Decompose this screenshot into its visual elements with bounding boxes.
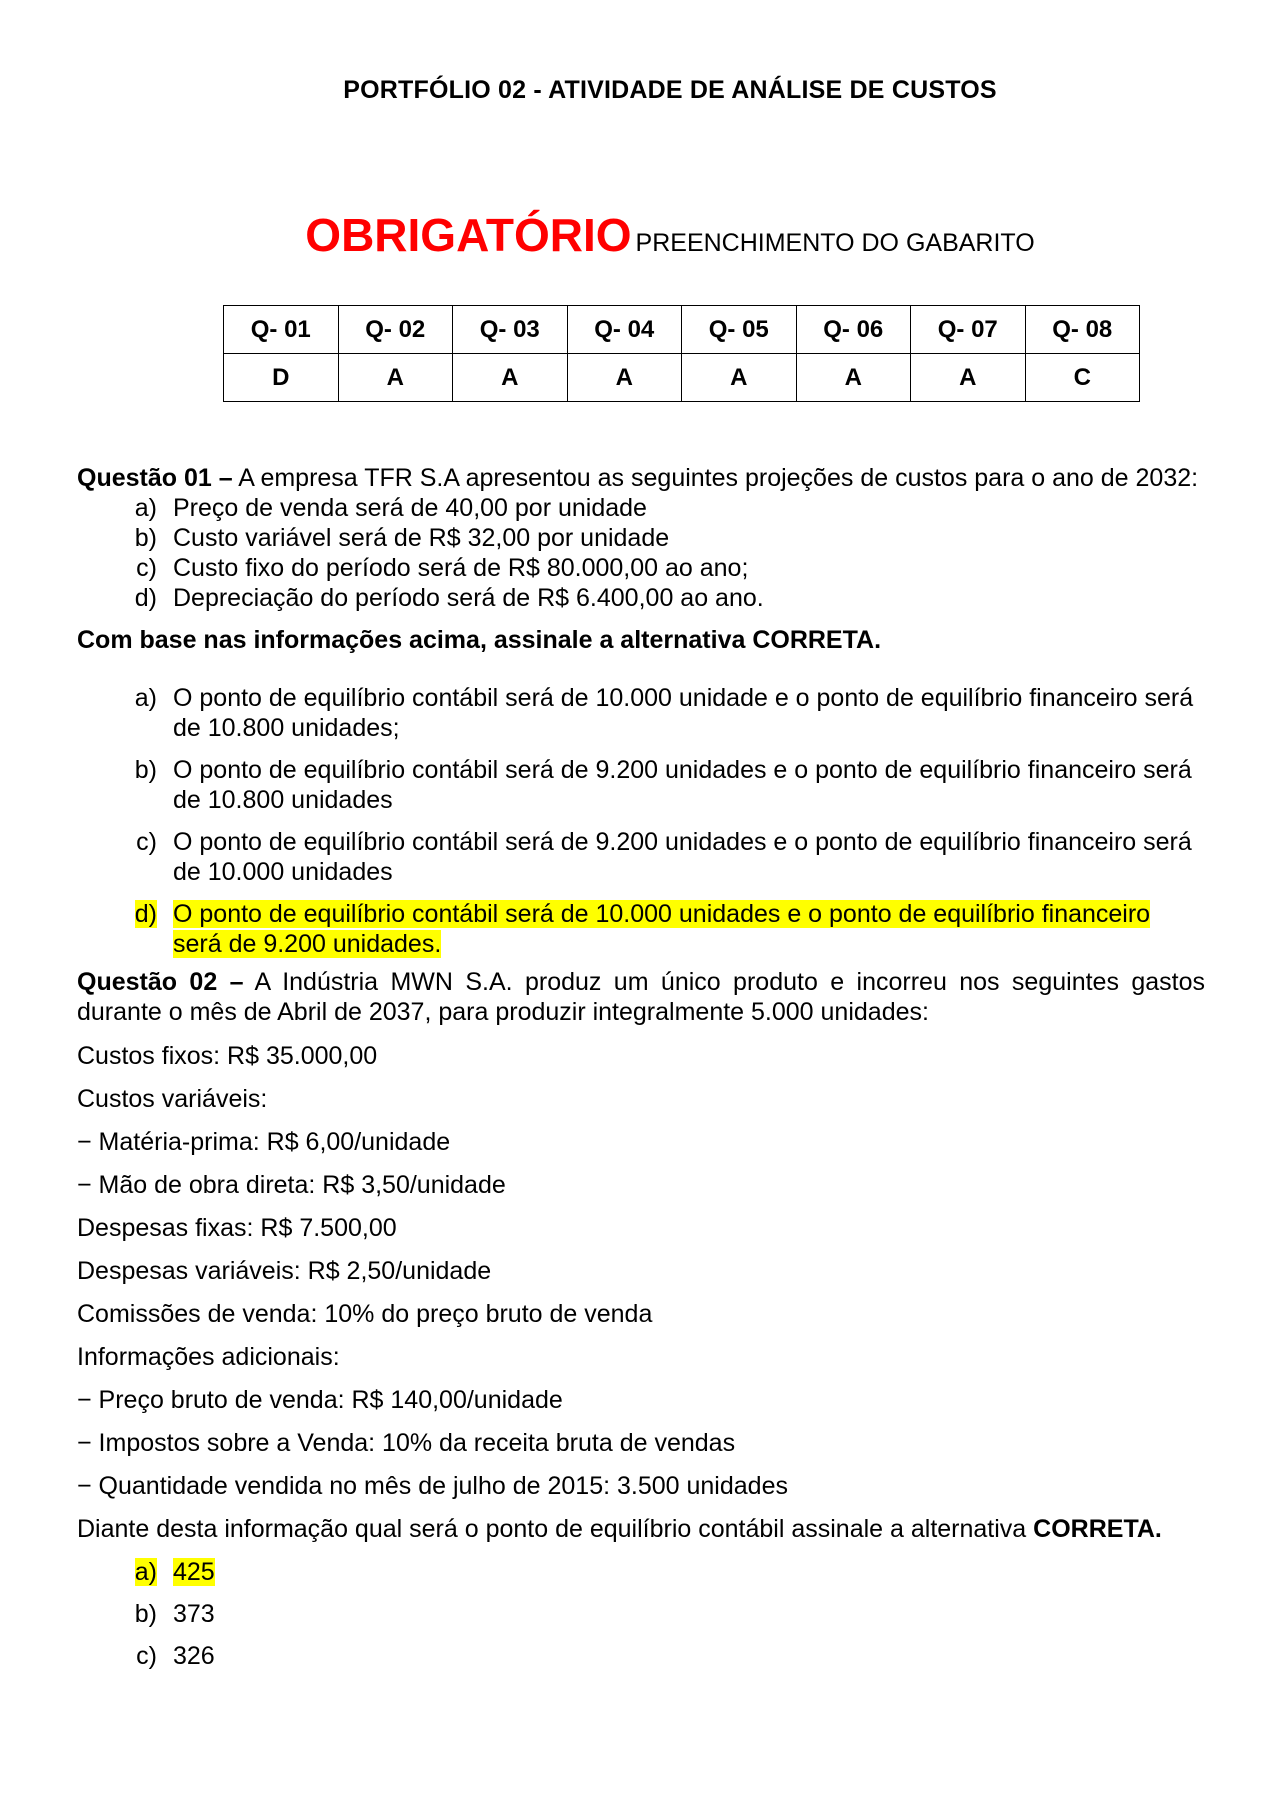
answer-key-cell[interactable]: A [453, 354, 568, 402]
question-2-options [119, 1557, 1205, 1671]
answer-key-header: Q- 04 [567, 306, 682, 354]
option-marker: a) [134, 1558, 157, 1586]
option-text: 326 [173, 1642, 215, 1670]
answer-key-answer-row [224, 354, 1140, 402]
list-text: Depreciação do período será de R$ 6.400,00 ao ano. [173, 584, 764, 612]
data-line: Despesas variáveis: R$ 2,50/unidade [77, 1257, 492, 1285]
option-marker: d) [134, 900, 157, 928]
answer-key-header-row [224, 306, 1140, 354]
answer-key-header: Q- 02 [338, 306, 453, 354]
list-item [119, 493, 1205, 523]
list-item [119, 553, 1205, 583]
answer-key-cell[interactable]: D [224, 354, 339, 402]
data-line: − Matéria-prima: R$ 6,00/unidade [77, 1128, 451, 1156]
answer-key-header: Q- 08 [1025, 306, 1140, 354]
option-a[interactable] [119, 683, 1205, 743]
prompt-text: Diante desta informação qual será o ponto de equilíbrio contábil assinale a alternativa [77, 1515, 1034, 1543]
answer-key-cell[interactable]: A [682, 354, 797, 402]
question-1-intro: A empresa TFR S.A apresentou as seguintes projeções de custos para o ano de 2032: [232, 464, 1199, 492]
list-text: Preço de venda será de 40,00 por unidade [173, 494, 647, 522]
option-b[interactable] [119, 755, 1205, 815]
list-marker: a) [134, 494, 157, 522]
question-1-options [119, 683, 1205, 959]
answer-key-header: Q- 06 [796, 306, 911, 354]
option-text: 373 [173, 1600, 215, 1628]
answer-key-header: Q- 01 [224, 306, 339, 354]
questions-body [77, 463, 1205, 1683]
obrigatorio-label: OBRIGATÓRIO [305, 209, 632, 261]
data-line: − Impostos sobre a Venda: 10% da receita bruta de vendas [77, 1429, 736, 1457]
option-b[interactable] [119, 1599, 1205, 1629]
question-1-given-list [119, 493, 1205, 613]
question-1-label: Questão 01 – [77, 464, 233, 492]
answer-key-cell[interactable]: A [796, 354, 911, 402]
option-text: O ponto de equilíbrio contábil será de 9.200 unidades e o ponto de equilíbrio financeiro será de 10.000 unidades [173, 828, 1192, 886]
gabarito-label: PREENCHIMENTO DO GABARITO [635, 229, 1035, 257]
list-marker: b) [134, 524, 157, 552]
data-line: Despesas fixas: R$ 7.500,00 [77, 1214, 397, 1242]
answer-key-table [223, 305, 1140, 402]
option-marker: c) [136, 828, 157, 856]
question-2-intro: A Indústria MWN S.A. produz um único produto e incorreu nos seguintes gastos durante o mês de Abril de 2037, para produzir integralmente 5.000 unidades: [77, 968, 1205, 1026]
option-text: O ponto de equilíbrio contábil será de 10.000 unidade e o ponto de equilíbrio financeiro será de 10.800 unidades; [173, 684, 1194, 742]
list-item [119, 583, 1205, 613]
document-title: PORTFÓLIO 02 - ATIVIDADE DE ANÁLISE DE CUSTOS [343, 76, 997, 104]
question-2-data [77, 1041, 1205, 1544]
list-item [119, 523, 1205, 553]
gabarito-heading [0, 208, 1280, 262]
option-text: O ponto de equilíbrio contábil será de 9.200 unidades e o ponto de equilíbrio financeiro será de 10.800 unidades [173, 756, 1192, 814]
answer-key-cell[interactable]: C [1025, 354, 1140, 402]
data-line: Custos fixos: R$ 35.000,00 [77, 1042, 378, 1070]
option-marker: c) [136, 1642, 157, 1670]
option-marker: b) [134, 1600, 157, 1628]
data-line: − Quantidade vendida no mês de julho de 2015: 3.500 unidades [77, 1472, 788, 1500]
data-line: Comissões de venda: 10% do preço bruto de venda [77, 1300, 653, 1328]
answer-key-header: Q- 05 [682, 306, 797, 354]
option-marker: b) [134, 756, 157, 784]
data-line: − Preço bruto de venda: R$ 140,00/unidade [77, 1386, 563, 1414]
list-text: Custo variável será de R$ 32,00 por unidade [173, 524, 670, 552]
option-c[interactable] [119, 1641, 1205, 1671]
option-d-selected[interactable] [119, 899, 1205, 959]
answer-key-cell[interactable]: A [567, 354, 682, 402]
answer-key-cell[interactable]: A [338, 354, 453, 402]
question-1-statement [77, 463, 1205, 493]
data-line: − Mão de obra direta: R$ 3,50/unidade [77, 1171, 506, 1199]
list-marker: c) [136, 554, 157, 582]
option-text-highlighted: 425 [173, 1558, 215, 1586]
question-1-prompt: Com base nas informações acima, assinale a alternativa CORRETA. [77, 626, 882, 654]
list-marker: d) [134, 584, 157, 612]
option-c[interactable] [119, 827, 1205, 887]
question-2-prompt [77, 1514, 1205, 1544]
option-text-highlighted: O ponto de equilíbrio contábil será de 10.000 unidades e o ponto de equilíbrio financeiro será de 9.200 unidades. [173, 900, 1151, 958]
question-2-label: Questão 02 – [77, 968, 244, 996]
answer-key-header: Q- 03 [453, 306, 568, 354]
data-line: Informações adicionais: [77, 1343, 340, 1371]
data-line: Custos variáveis: [77, 1085, 268, 1113]
question-2-statement [77, 967, 1205, 1027]
answer-key-cell[interactable]: A [911, 354, 1026, 402]
option-marker: a) [134, 684, 157, 712]
prompt-emphasis: CORRETA. [1033, 1515, 1162, 1543]
answer-key-header: Q- 07 [911, 306, 1026, 354]
option-a-selected[interactable] [119, 1557, 1205, 1587]
list-text: Custo fixo do período será de R$ 80.000,00 ao ano; [173, 554, 749, 582]
